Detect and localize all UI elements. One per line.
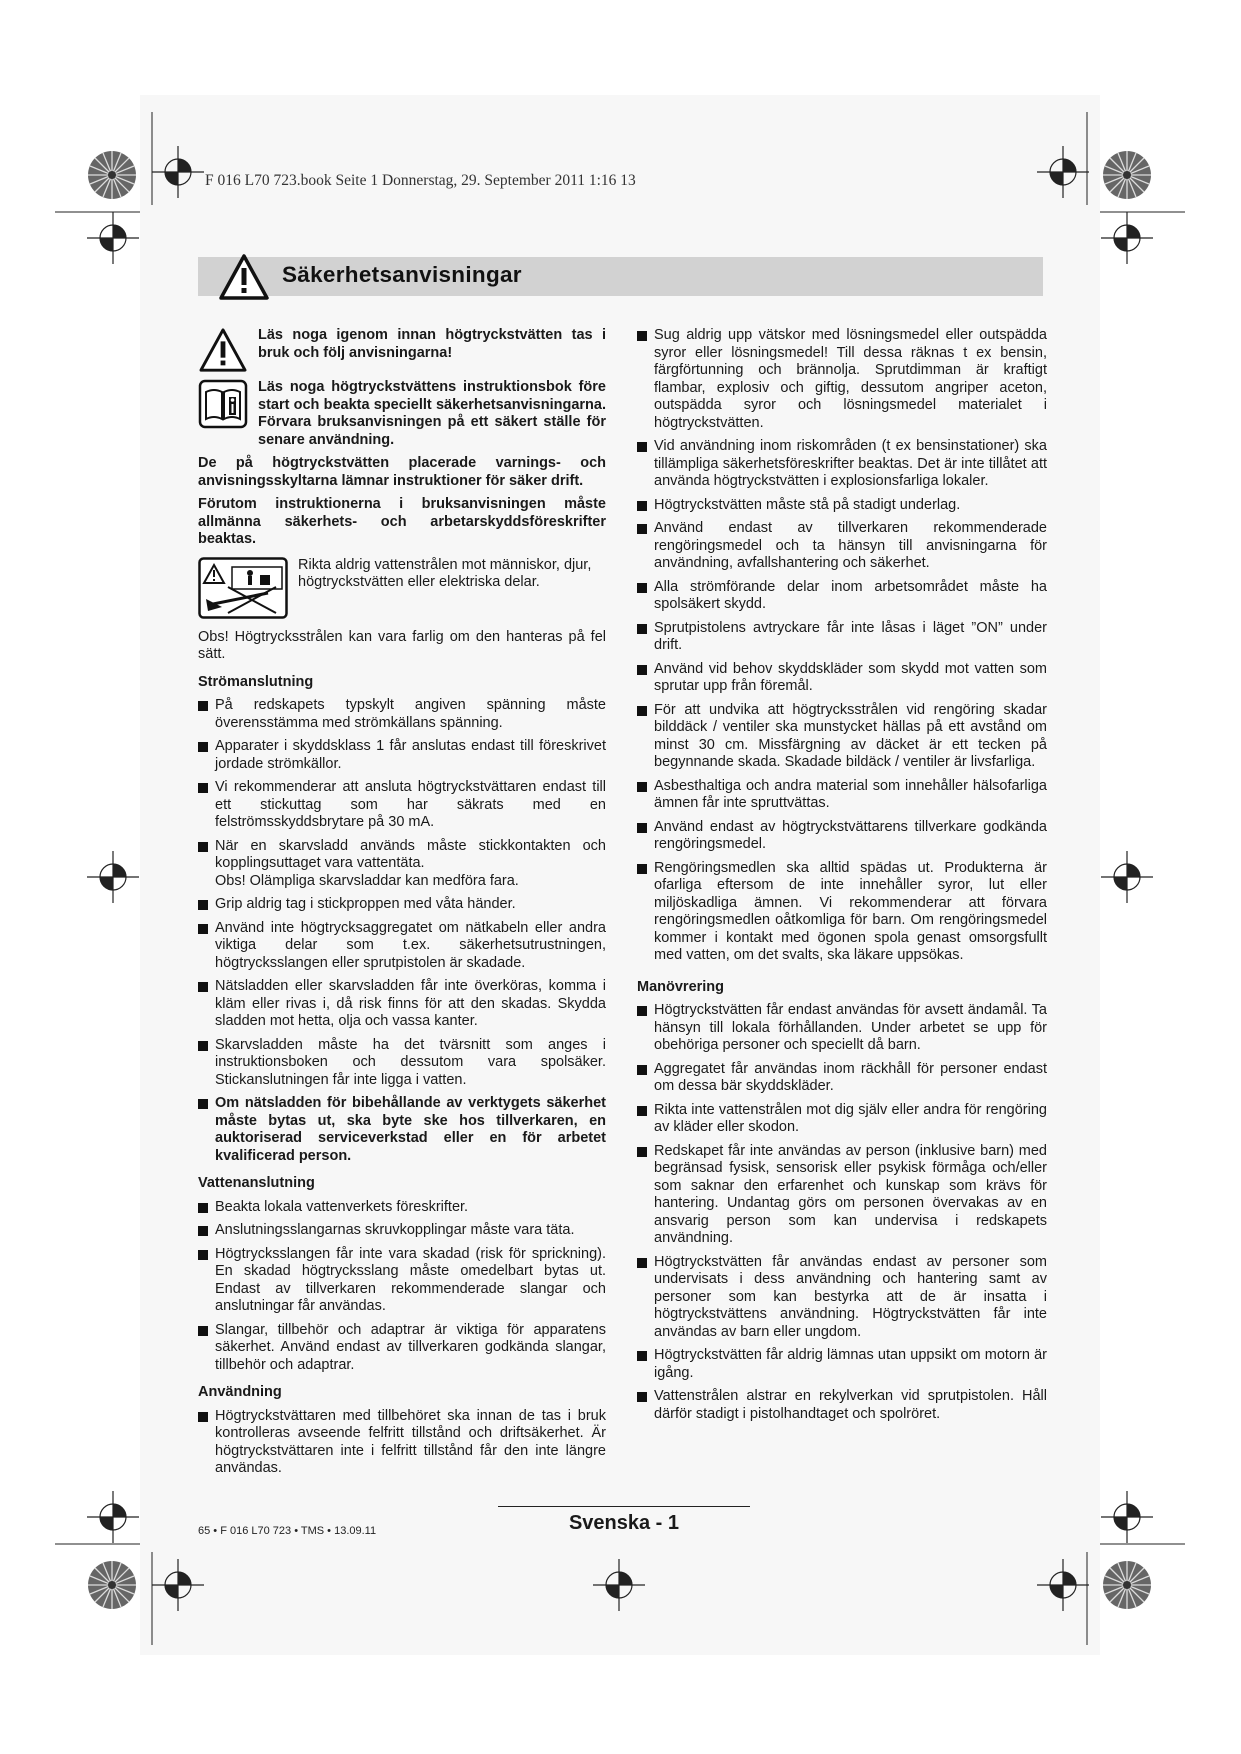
- footer-rule: [498, 1506, 750, 1507]
- list-item: Vattenstrålen alstrar en rekylverkan vid sprutpistolen. Håll därför stadigt i pistolhandtaget och spolröret.: [637, 1388, 1047, 1423]
- list-item: Anslutningsslangarnas skruvkopplingar måste vara täta.: [198, 1222, 606, 1240]
- list-item: Om nätsladden för bibehållande av verktygets säkerhet måste bytas ut, ska byte ske hos tillverkaren, en auktoriserad serviceverkstad eller en för arbetet kvalificerad person.: [198, 1095, 606, 1165]
- warning-triangle-icon: [198, 327, 248, 373]
- section-heading-use: Användning: [198, 1384, 282, 1400]
- intro-para-1: De på högtryckstvätten placerade varnings- och anvisningsskyltarna lämnar instruktioner för säker drift.: [198, 455, 606, 489]
- section-heading-operation: Manövrering: [637, 978, 725, 995]
- list-item: Beakta lokala vattenverkets föreskrifter.: [198, 1199, 606, 1217]
- manual-box: [198, 379, 606, 449]
- spray-warning-box: [198, 557, 606, 619]
- list-item: Redskapet får inte användas av person (inklusive barn) med begränsad fysisk, sensorisk eller psykisk förmåga och/eller som saknar den erfarenhet och kunskap som krävs för hantering. Undantag görs om personen övervakas av en ansvarig person som kan undervisa i redskapets användning.: [637, 1143, 1047, 1248]
- list-item: Aggregatet får användas inom räckhåll för personer endast om dessa bär skyddskläder.: [637, 1061, 1047, 1096]
- list-item: Sprutpistolens avtryckare får inte låsas i läget ”ON” under drift.: [637, 620, 1047, 655]
- list-item: [198, 838, 606, 891]
- list-item: Högtryckstvättaren med tillbehöret ska innan de tas i bruk kontrolleras avseende felfritt tillstånd och driftsäkerhet. Är högtryckstvättaren inte i felfritt tillstånd får den inte längre användas.: [198, 1408, 606, 1478]
- list-item: Högtryckstvätten får endast användas för avsett ändamål. Ta hänsyn till lokala förhållanden. Under arbetet se upp för obehöriga personer och speciellt då barn.: [637, 1002, 1047, 1055]
- list-item: Rikta inte vattenstrålen mot dig själv eller andra för rengöring av kläder eller skodon.: [637, 1102, 1047, 1137]
- list-item: Slangar, tillbehör och adaptrar är viktiga för apparatens säkerhet. Använd endast av tillverkaren godkända slangar, tillbehör och adaptrar.: [198, 1322, 606, 1375]
- use-list-left: [198, 1408, 606, 1478]
- manual-text: Läs noga högtryckstvättens instruktionsbok före start och beakta speciellt säkerhetsanvisningarna. Förvara bruksanvisningen på ett säkert ställe för senare användning.: [258, 379, 606, 448]
- list-item: Nätsladden eller skarvsladden får inte överköras, komma i kläm eller rivas i, då risk finns för att den skadas. Skydda sladden mot hetta, olja och vassa kanter.: [198, 978, 606, 1031]
- spray-warning-text: Rikta aldrig vattenstrålen mot människor, djur, högtryckstvätten eller elektriska delar.: [298, 556, 592, 590]
- list-item: Asbesthaltiga och andra material som innehåller hälsofarliga ämnen får inte spruttvättas.: [637, 778, 1047, 813]
- warning-triangle-icon: [218, 253, 270, 301]
- list-item: Apparater i skyddsklass 1 får anslutas endast till föreskrivet jordade strömkällor.: [198, 738, 606, 773]
- use-list-right: [637, 327, 1047, 965]
- list-item: Högtryckstvätten får användas endast av personer som undervisats i dess användning och hantering samt av personer som kan bestyrka att de är insatta i högtryckstvättens användning. Högtryckstvätten får inte användas av barn eller ungdom.: [637, 1254, 1047, 1342]
- obs-text: Obs! Högtrycksstrålen kan vara farlig om den hanteras på fel sätt.: [198, 628, 606, 662]
- list-item: Använd endast av högtryckstvättarens tillverkare godkända rengöringsmedel.: [637, 819, 1047, 854]
- book-header-line: F 016 L70 723.book Seite 1 Donnerstag, 29. September 2011 1:16 13: [205, 172, 636, 189]
- list-item: Alla strömförande delar inom arbetsområdet måste ha spolsäkert skydd.: [637, 579, 1047, 614]
- list-item: Skarvsladden måste ha det tvärsnitt som anges i instruktionsboken och dessutom vara spolsäker. Stickanslutningen får inte ligga i vatten.: [198, 1037, 606, 1090]
- list-item: Använd vid behov skyddskläder som skydd mot vatten som sprutar upp från föremål.: [637, 661, 1047, 696]
- list-item-note: Obs! Olämpliga skarvsladdar kan medföra fara.: [215, 872, 519, 889]
- list-item: Högtrycksslangen får inte vara skadad (risk för sprickning). En skadad högtrycksslang måste omedelbart bytas ut. Endast av tillverkaren rekommenderade slangar och anslutningar får användas.: [198, 1246, 606, 1316]
- footer-code: 65 • F 016 L70 723 • TMS • 13.09.11: [198, 1525, 377, 1537]
- section-heading-water: Vattenanslutning: [198, 1175, 315, 1191]
- list-item-text: När en skarvsladd används måste stickkontakten och kopplingsuttaget vara vattentäta.: [215, 837, 606, 871]
- list-item: För att undvika att högtrycksstrålen vid rengöring skadar bilddäck / ventiler ska munstycket hällas på ett avstånd om minst 30 cm. Missfärgning av däcket är ett tecken på begynnande skada. Skadade bildäck / ventiler är livsfarliga.: [637, 702, 1047, 772]
- intro-para-2: Förutom instruktionerna i bruksanvisningen måste allmänna säkerhets- och arbetarskyddsföreskrifter beaktas.: [198, 496, 606, 547]
- power-list: [198, 697, 606, 1165]
- right-column: [637, 327, 1047, 1429]
- list-item: Grip aldrig tag i stickproppen med våta händer.: [198, 896, 606, 914]
- list-item: Använd endast av tillverkaren rekommenderade rengöringsmedel och ta hänsyn till anvisningarna för användning, avfallshantering och säkerhet.: [637, 520, 1047, 573]
- list-item: Vi rekommenderar att ansluta högtryckstvättaren endast till ett stickuttag som har säkrats med en felströmsskyddsbrytare på 30 mA.: [198, 779, 606, 832]
- page-title: Säkerhetsanvisningar: [282, 262, 522, 287]
- water-list: [198, 1199, 606, 1375]
- list-item: Sug aldrig upp vätskor med lösningsmedel eller outspädda syror eller lösningsmedel! Till dessa räknas t ex bensin, färgförtunning och brännolja. Sprutdimman är kraftigt flambar, explosiv och giftig, dessutom angriper aceton, outspädda syror och lösningsmedel materialet i högtryckstvätten.: [637, 327, 1047, 432]
- list-item: Använd inte högtrycksaggregatet om nätkabeln eller andra viktiga delar som t.ex. säkerhetsutrustningen, högtrycksslangen eller sprutpistolen är skadade.: [198, 920, 606, 973]
- footer-page-label: Svenska - 1: [568, 1512, 680, 1534]
- warning-box: [198, 327, 606, 373]
- section-heading-power: Strömanslutning: [198, 673, 314, 690]
- list-item: Rengöringsmedlen ska alltid spädas ut. Produkterna är ofarliga eftersom de inte innehåller syror, lut eller miljöskadliga ämnen. Vi rekommenderar att förvara rengöringsmedlen oåtkomliga för barn. Om rengöringsmedel kommer i kontakt med ögonen spola genast omsorgsfullt med vatten, om det svalts, ska läkare uppsökas.: [637, 860, 1047, 965]
- left-column: [198, 327, 606, 1484]
- warning-text: Läs noga igenom innan högtryckstvätten tas i bruk och följ anvisningarna!: [258, 327, 606, 361]
- list-item: Vid användning inom riskområden (t ex bensinstationer) ska tillämpliga säkerhetsföreskrifter beaktas. Det är inte tillåtet att använda högtryckstvätten i explosionsfarliga lokaler.: [637, 438, 1047, 491]
- list-item: Högtryckstvätten måste stå på stadigt underlag.: [637, 497, 1047, 515]
- title-bar: [198, 257, 1043, 296]
- read-manual-icon: [198, 379, 248, 431]
- operation-list: [637, 1002, 1047, 1423]
- list-item: På redskapets typskylt angiven spänning måste överensstämma med strömkällans spänning.: [198, 697, 606, 732]
- spray-warning-icon: [198, 557, 288, 619]
- list-item: Högtryckstvätten får aldrig lämnas utan uppsikt om motorn är igång.: [637, 1347, 1047, 1382]
